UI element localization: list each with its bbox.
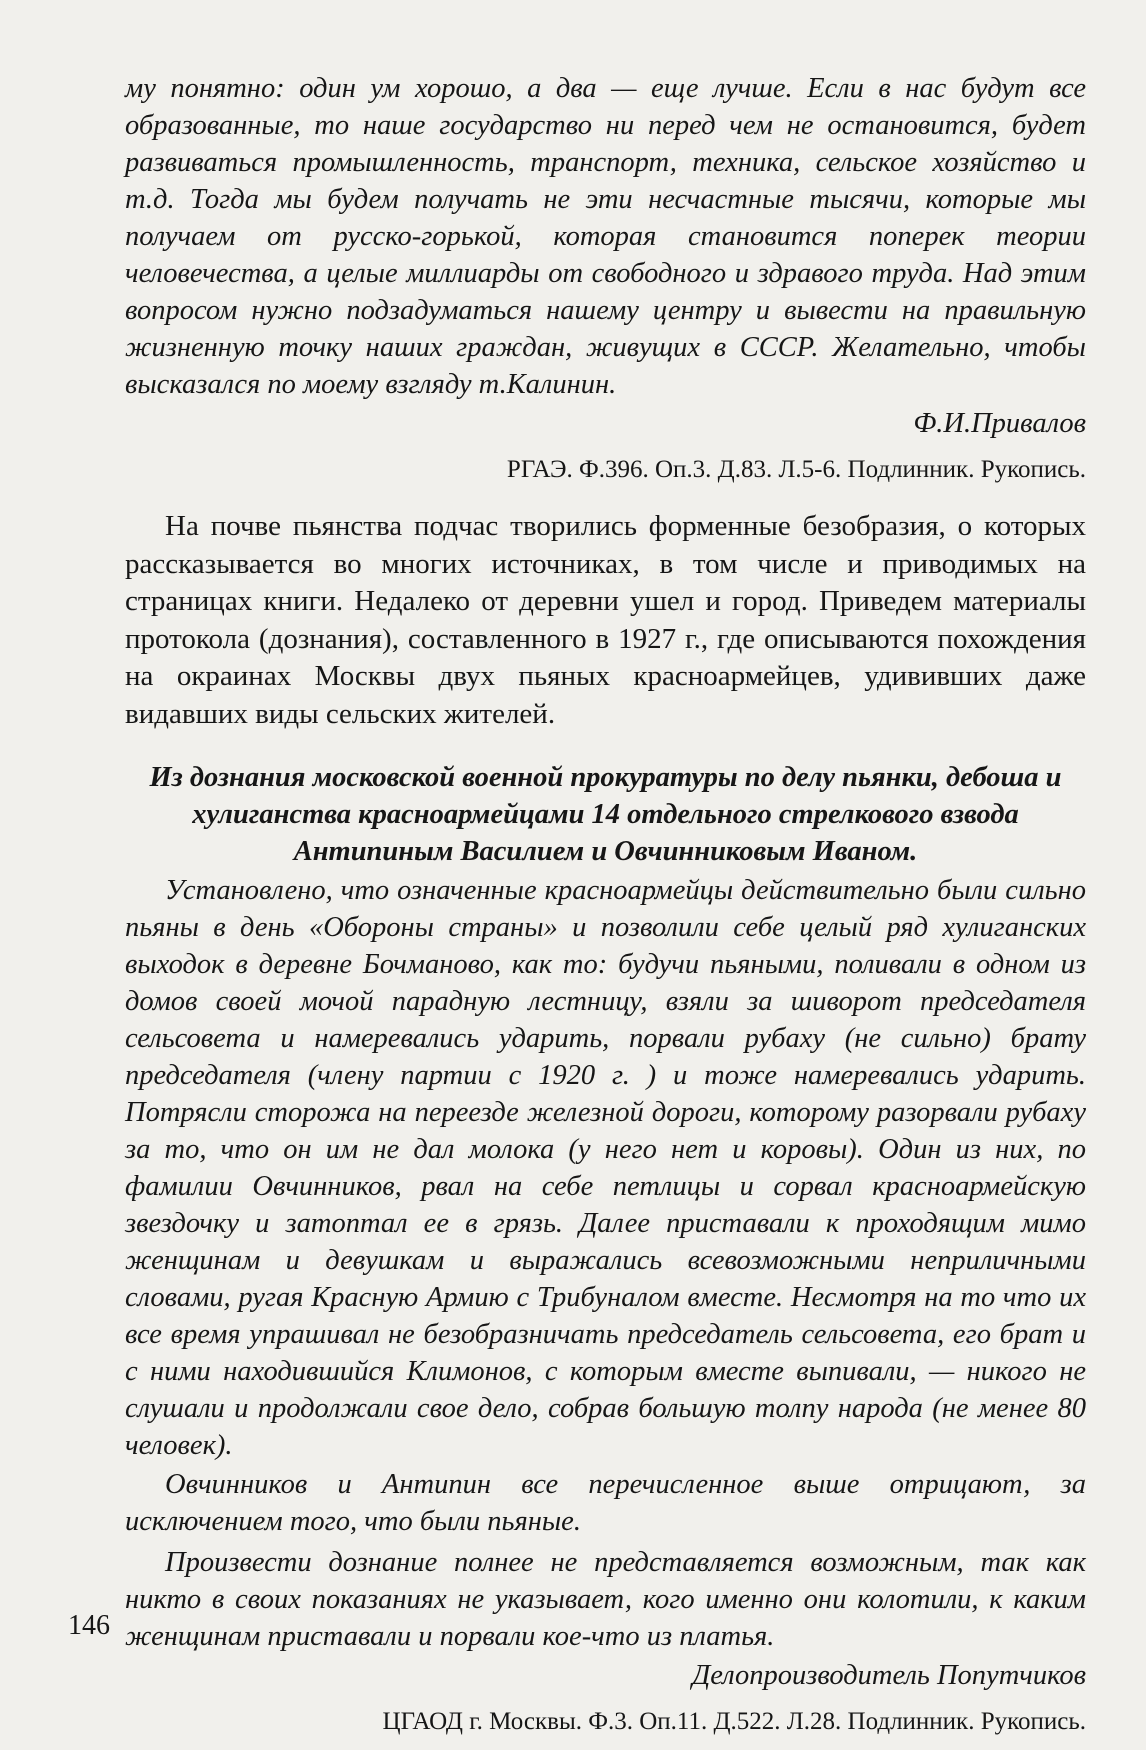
document-paragraph: Установлено, что означенные красноармейцы действительно были сильно пьяны в день «Обороны страны» и позволили себе целый ряд хулиганских выходок в деревне Бочманово, как то: будучи пьяными, поливали в одном из домов своей мочой парадную лестницу, взяли за шиворот председателя сельсовета и намеревались ударить, порвали рубаху (не сильно) брату председателя (члену партии с 1920 г. ) и тоже намеревались ударить. Потрясли сторожа на переезде железной дороги, которому разорвали рубаху за то, что он им не дал молока (у него нет и коровы). Один из них, по фамилии Овчинников, рвал на себе петлицы и сорвал красноармейскую звездочку и затоптал ее в грязь. Далее приставали к проходящим мимо женщинам и девушкам и выражались всевозможными неприличными словами, ругая Красную Армию с Трибуналом вместе. Несмотря на то что их все время упрашивал не безобразничать председатель сельсовета, его брат и с ними находившийся Климонов, с которым вместе выпивали, — никого не слушали и продолжали свое дело, собрав большую толпу народа (не менее 80 человек). (125, 875, 1086, 1461)
document-paragraph: Овчинников и Антипин все перечисленное выше отрицают, за исключением того, что были пьяные. (125, 1469, 1086, 1537)
document-archive-reference: ЦГАОД г. Москвы. Ф.3. Оп.11. Д.522. Л.28. Подлинник. Рукопись. (382, 1708, 1086, 1735)
letter-text: му понятно: один ум хорошо, а два — еще лучше. Если в нас будут все образованные, то наше государство ни перед чем не остановится, будет развиваться промышленность, транспорт, техника, сельское хозяйство и т.д. Тогда мы будем получать не эти несчастные тысячи, которые мы получаем от русско-горькой, которая становится поперек теории человечества, а целые миллиарды от свободного и здравого труда. Над этим вопросом нужно подзадуматься нашему центру и вывести на правильную жизненную точку наших граждан, живущих в СССР. Желательно, чтобы высказался по моему взгляду т.Калинин. (125, 73, 1086, 400)
document-heading: Из дознания московской военной прокуратуры по делу пьянки, дебоша и хулиганства красноармейцами 14 отдельного стрелкового взвода Антипиным Василием и Овчинниковым Иваном. (149, 762, 1062, 867)
page-number: 146 (68, 1610, 110, 1641)
document-paragraph: Произвести дознание полнее не представляется возможным, так как никто в своих показаниях не указывает, кого именно они колотили, к каким женщинам приставали и порвали кое-что из платья. (125, 1547, 1086, 1652)
letter-archive-reference: РГАЭ. Ф.396. Оп.3. Д.83. Л.5-6. Подлинник. Рукопись. (506, 456, 1086, 483)
letter-signature: Ф.И.Привалов (913, 408, 1086, 439)
document-signature: Делопроизводитель Попутчиков (692, 1660, 1086, 1691)
intro-paragraph: На почве пьянства подчас творились форменные безобразия, о которых рассказывается во многих источниках, в том числе и приводимых на страницах книги. Недалеко от деревни ушел и город. Приведем материалы протокола (дознания), составленного в 1927 г., где описываются похождения на окраинах Москвы двух пьяных красноармейцев, удививших даже видавших виды сельских жителей. (125, 510, 1086, 730)
